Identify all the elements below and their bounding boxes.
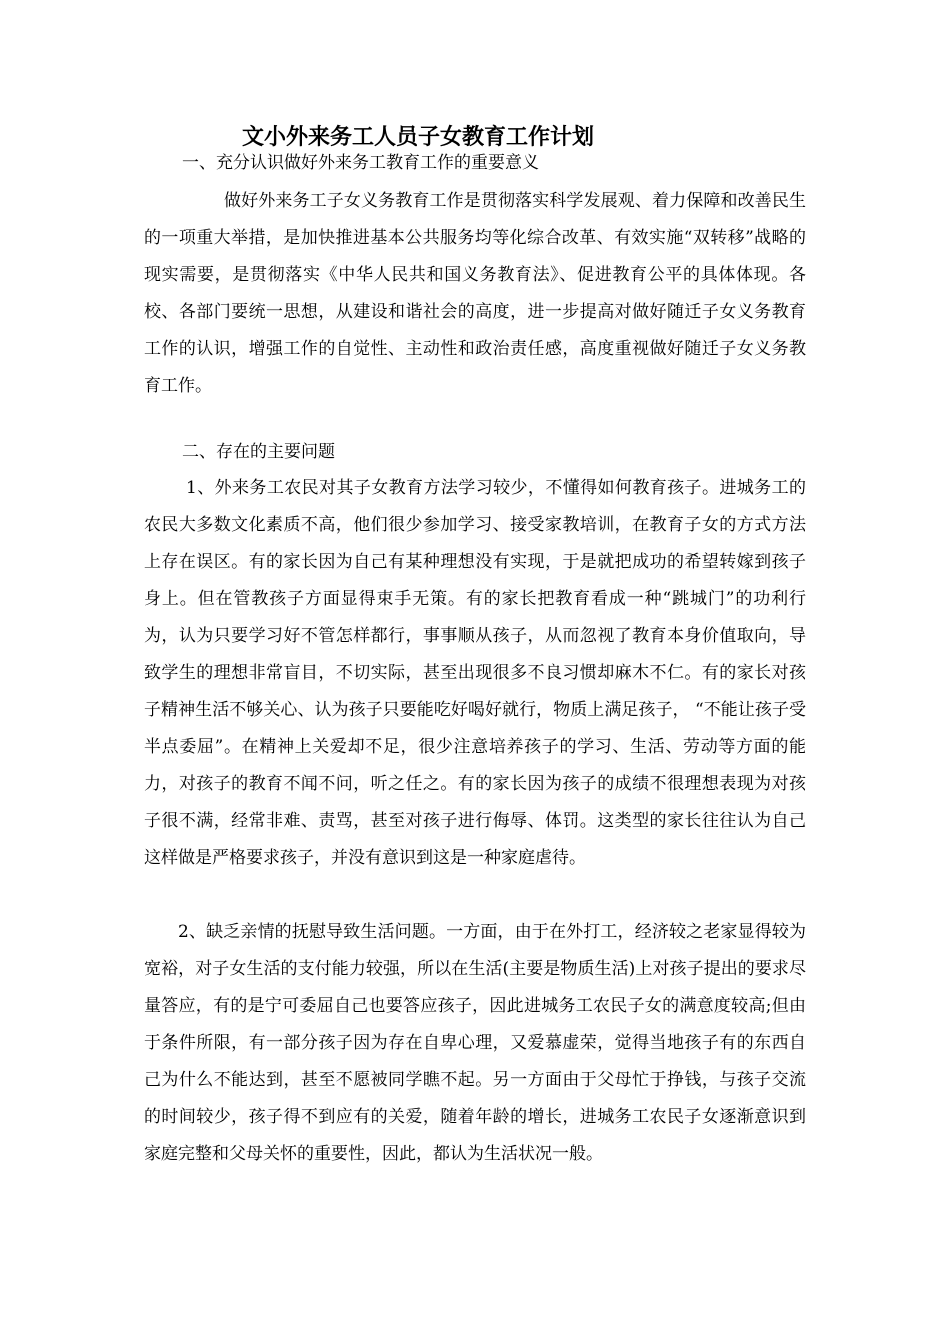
section-2-paragraph-1: 1、外来务工农民对其子女教育方法学习较少，不懂得如何教育孩子。进城务工的农民大多数文化素质不高，他们很少参加学习、接受家教培训，在教育子女的方式方法上存在误区。有的家长因为自己有某种理想没有实现，于是就把成功的希望转嫁到孩子身上。但在管教孩子方面显得束手无策。有的家长把教育看成一种“跳城门”的功利行为，认为只要学习好不管怎样都行，事事顺从孩子，从而忽视了教育本身价值取向，导致学生的理想非常盲目，不切实际，甚至出现很多不良习惯却麻木不仁。有的家长对孩子精神生活不够关心、认为孩子只要能吃好喝好就行，物质上满足孩子， “不能让孩子受半点委屈”。在精神上关爱却不足，很少注意培养孩子的学习、生活、劳动等方面的能力，对孩子的教育不闻不问，听之任之。有的家长因为孩子的成绩不很理想表现为对孩子很不满，经常非难、责骂，甚至对孩子进行侮辱、体罚。这类型的家长往往认为自己这样做是严格要求孩子，并没有意识到这是一种家庭虐待。	[144, 478, 806, 868]
section-2-paragraph-2: 2、缺乏亲情的抚慰导致生活问题。一方面，由于在外打工，经济较之老家显得较为宽裕，对子女生活的支付能力较强，所以在生活(主要是物质生活)上对孩子提出的要求尽量答应，有的是宁可委屈自己也要答应孩子，因此进城务工农民子女的满意度较高;但由于条件所限，有一部分孩子因为存在自卑心理，又爱慕虚荣，觉得当地孩子有的东西自己为什么不能达到，甚至不愿被同学瞧不起。另一方面由于父母忙于挣钱，与孩子交流的时间较少，孩子得不到应有的关爱，随着年龄的增长，进城务工农民子女逐渐意识到家庭完整和父母关怀的重要性，因此，都认为生活状况一般。	[144, 922, 806, 1164]
page-title: 文小外来务工人员子女教育工作计划	[242, 125, 595, 150]
section-1-paragraph: 做好外来务工子女义务教育工作是贯彻落实科学发展观、着力保障和改善民生的一项重大举措，是加快推进基本公共服务均等化综合改革、有效实施“双转移”战略的现实需要，是贯彻落实《中华人民共和国义务教育法》、促进教育公平的具体体现。各校、各部门要统一思想，从建设和谐社会的高度，进一步提高对做好随迁子女义务教育工作的认识，增强工作的自觉性、主动性和政治责任感，高度重视做好随迁子女义务教育工作。	[144, 191, 806, 396]
section-heading-1: 一、充分认识做好外来务工教育工作的重要意义	[182, 153, 539, 173]
section-heading-2: 二、存在的主要问题	[182, 442, 335, 462]
